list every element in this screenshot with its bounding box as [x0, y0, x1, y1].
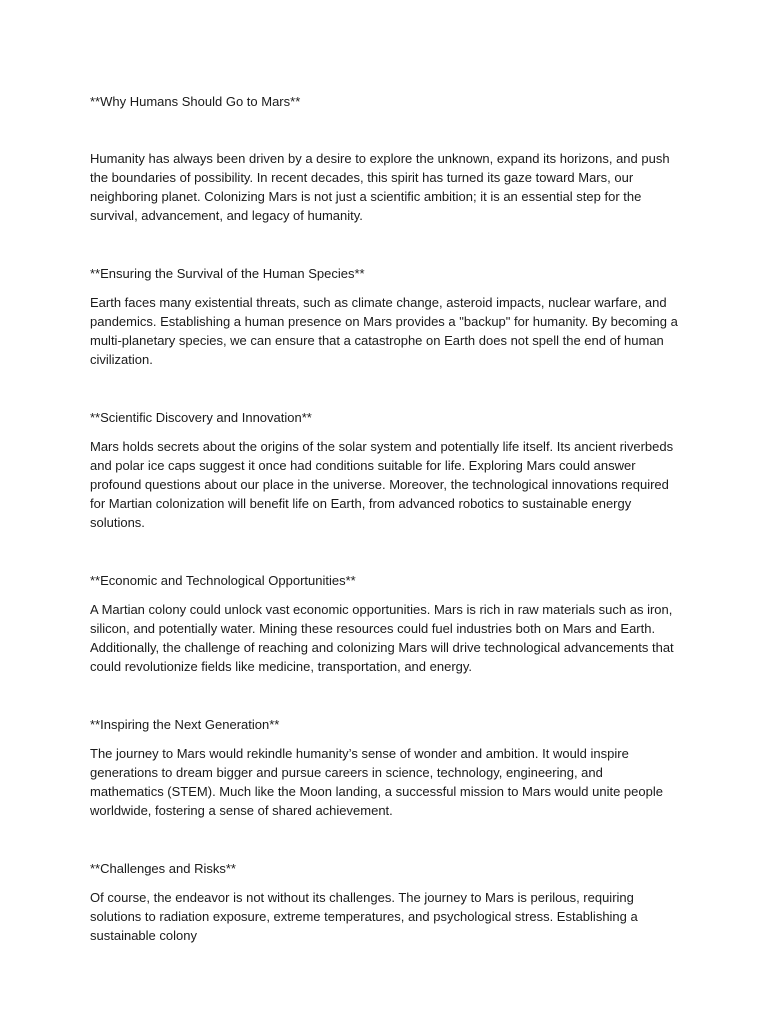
document-title: **Why Humans Should Go to Mars** [90, 94, 301, 109]
intro-paragraph: Humanity has always been driven by a desire to explore the unknown, expand its horizons, and push the boundaries of possibility. In recent decades, this spirit has turned its gaze toward Mars, our neighboring planet. Colonizing Mars is not just a scientific ambition; it is an essential step for the survival, advancement, and legacy of humanity. [90, 151, 670, 223]
section-heading-challenges: **Challenges and Risks** [90, 861, 236, 876]
section-body-challenges: Of course, the endeavor is not without its challenges. The journey to Mars is perilous, requiring solutions to radiation exposure, extreme temperatures, and psychological stress. Establishing a sustainable colony [90, 890, 638, 943]
section-body-economic: A Martian colony could unlock vast economic opportunities. Mars is rich in raw materials such as iron, silicon, and potentially water. Mining these resources could fuel industries both on Mars and Earth. Additionally, the challenge of reaching and colonizing Mars will drive technological advancements that could revolutionize fields like medicine, transportation, and energy. [90, 602, 674, 674]
section-body-inspiring: The journey to Mars would rekindle humanity’s sense of wonder and ambition. It would inspire generations to dream bigger and pursue careers in science, technology, engineering, and mathematics (STEM). Much like the Moon landing, a successful mission to Mars would unite people worldwide, fostering a sense of shared achievement. [90, 746, 663, 818]
section-heading-economic: **Economic and Technological Opportunities** [90, 573, 356, 588]
section-body-survival: Earth faces many existential threats, such as climate change, asteroid impacts, nuclear warfare, and pandemics. Establishing a human presence on Mars provides a "backup" for humanity. By becoming a multi-planetary species, we can ensure that a catastrophe on Earth does not spell the end of human civilization. [90, 295, 678, 367]
section-heading-science: **Scientific Discovery and Innovation** [90, 410, 312, 425]
section-heading-inspiring: **Inspiring the Next Generation** [90, 717, 280, 732]
section-heading-survival: **Ensuring the Survival of the Human Species** [90, 266, 365, 281]
document-body [90, 92, 680, 984]
section-body-science: Mars holds secrets about the origins of the solar system and potentially life itself. Its ancient riverbeds and polar ice caps suggest it once had conditions suitable for life. Exploring Mars could answer profound questions about our place in the universe. Moreover, the technological innovations required for Martian colonization will benefit life on Earth, from advanced robotics to sustainable energy solutions. [90, 439, 674, 530]
